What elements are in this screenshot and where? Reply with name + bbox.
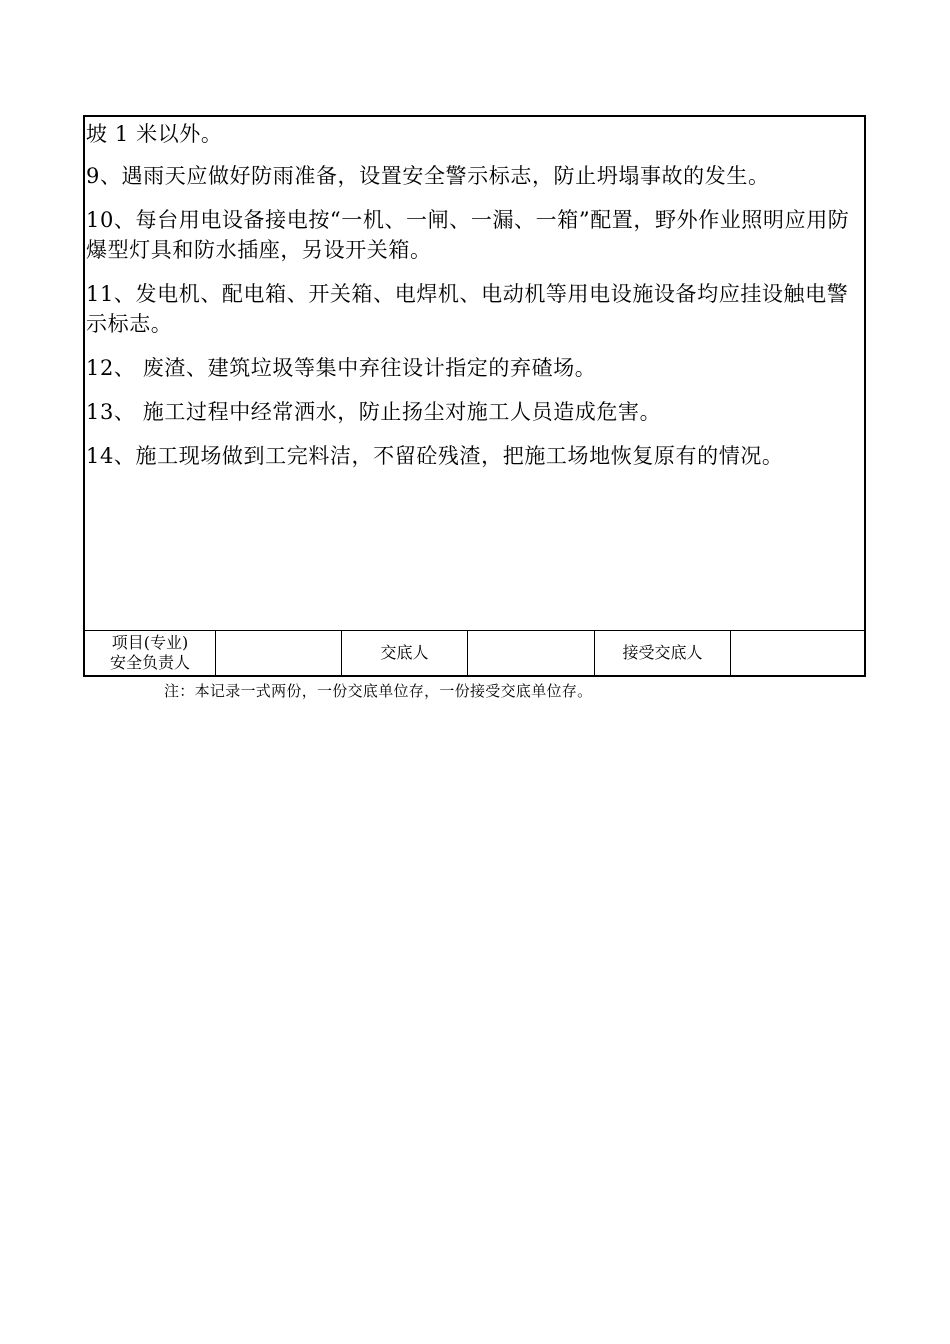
project-safety-officer-field[interactable] — [216, 631, 342, 675]
presenter-label: 交底人 — [342, 631, 468, 675]
paragraph: 坡 1 米以外。 — [86, 122, 223, 146]
presenter-field[interactable] — [468, 631, 595, 675]
content-area — [85, 117, 864, 630]
paragraph: 10、每台用电设备接电按“一机、一闸、一漏、一箱”配置，野外作业照明应用防爆型灯具和防水插座，另设开关箱。 — [86, 208, 850, 262]
paragraph: 12、 废渣、建筑垃圾等集中弃往设计指定的弃碴场。 — [86, 356, 597, 380]
briefing-form — [83, 115, 866, 677]
paragraph: 13、 施工过程中经常洒水，防止扬尘对施工人员造成危害。 — [86, 400, 662, 424]
signature-row — [85, 630, 864, 675]
project-label-line2: 安全负责人 — [109, 653, 190, 672]
footnote: 注：本记录一式两份，一份交底单位存，一份接受交底单位存。 — [164, 682, 593, 700]
project-safety-officer-label — [85, 631, 216, 675]
paragraph: 9、遇雨天应做好防雨准备，设置安全警示标志，防止坍塌事故的发生。 — [86, 164, 770, 188]
paragraph: 11、发电机、配电箱、开关箱、电焊机、电动机等用电设施设备均应挂设触电警示标志。 — [86, 282, 849, 336]
receiver-field[interactable] — [731, 631, 864, 675]
receiver-label: 接受交底人 — [595, 631, 731, 675]
project-label-line1: 项目(专业) — [111, 633, 189, 652]
paragraph: 14、施工现场做到工完料洁，不留砼残渣，把施工场地恢复原有的情况。 — [86, 444, 784, 468]
